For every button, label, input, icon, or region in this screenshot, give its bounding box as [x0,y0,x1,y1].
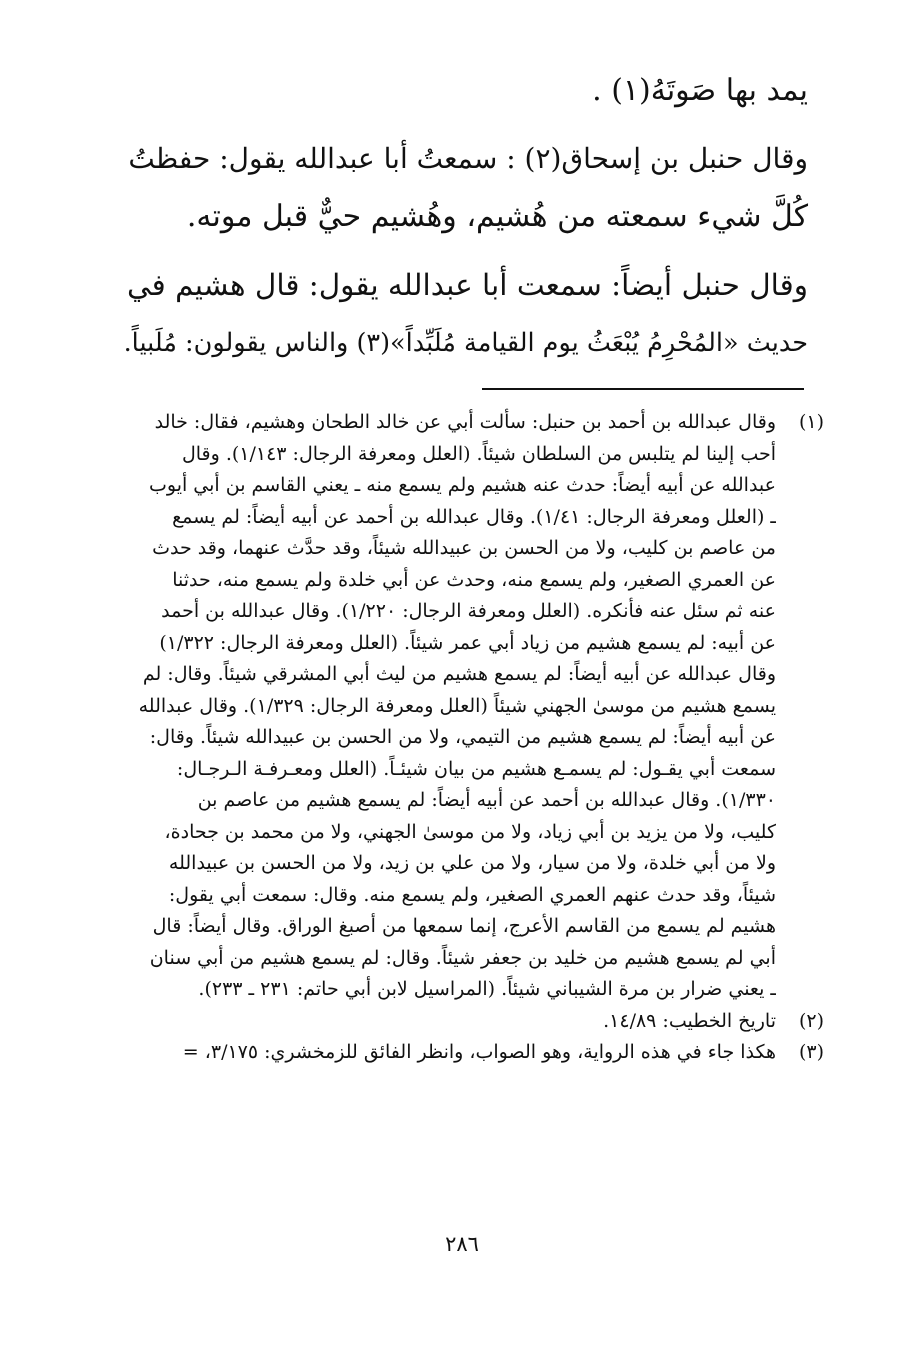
footnote-line: ـ يعني ضرار بن مرة الشيباني شيئاً. (المراسيل لابن أبي حاتم: ٢٣١ ـ ٢٣٣). [198,978,776,1000]
footnote-number: (١) [798,411,824,433]
footnote-line: سمعت أبي يقـول: لم يسمـع هشيم من بيان شيئـاً. (العلل ومعـرفـة الـرجـال: [176,757,776,780]
footnote-line: عن أبيه: لم يسمع هشيم من زياد أبي عمر شيئاً. (العلل ومعرفة الرجال: ١/٣٢٢) [159,631,776,654]
footnote-2 [104,1006,824,1038]
footnote-line: عبدالله عن أبيه أيضاً: حدث عنه هشيم ولم يسمع منه ـ يعني القاسم بن أبي أيوب [149,474,776,496]
footnote-body [116,407,776,1006]
footnote-line: عنه ثم سئل عنه فأنكره. (العلل ومعرفة الرجال: ١/٢٢٠). وقال عبدالله بن أحمد [161,600,776,622]
main-text-line: وقال حنبل أيضاً: سمعت أبا عبدالله يقول: قال هشيم في [127,268,808,302]
page-number: ٢٨٦ [445,1232,479,1256]
footnote-line: وقال عبدالله بن أحمد بن حنبل: سألت أبي عن خالد الطحان وهشيم، فقال: خالد [154,411,776,433]
main-text-line: حديث «المُحْرِمُ يُبْعَثُ يوم القيامة مُلَبِّداً»(٣) والناس يقولون: مُلَبياً. [123,328,808,358]
paragraph-gap [118,246,808,256]
footnote-line: من عاصم بن كليب، ولا من الحسن بن عبيدالله شيئاً، وقد حدَّث عنهما، وقد حدث [152,537,776,559]
footnote-line: هشيم لم يسمع من القاسم الأعرج، إنما سمعها من أصبغ الوراق. وقال أيضاً: قال [152,915,776,937]
main-text-line: يمد بها صَوتَهُ(١) . [592,73,808,108]
footnote-number: (٢) [798,1009,824,1032]
footnote-number: (٣) [798,1041,824,1063]
footnote-1 [104,407,824,1006]
footnote-line: هكذا جاء في هذه الرواية، وهو الصواب، وانظر الفائق للزمخشري: ٣/١٧٥، = [182,1041,776,1063]
footnote-line: شيئاً، وقد حدث عنهم العمري الصغير، ولم يسمع منه. وقال: سمعت أبي يقول: [168,883,776,906]
footnote-body [116,1006,776,1038]
footnote-line: أبي لم يسمع هشيم من خليد بن جعفر شيئاً. وقال: لم يسمع هشيم من أبي سنان [149,946,776,969]
footnotes [104,407,824,1069]
footnote-line: يسمع هشيم من موسىٰ الجهني شيئاً (العلل ومعرفة الرجال: ١/٣٢٩). وقال عبدالله [138,694,776,717]
main-text-line: وقال حنبل بن إسحاق(٢) : سمعتُ أبا عبدالله يقول: حفظتُ [128,142,808,175]
footnote-line: وقال عبدالله عن أبيه أيضاً: لم يسمع هشيم من ليث أبي المشرقي شيئاً. وقال: لم [142,663,776,685]
footnote-separator [482,388,804,390]
footnote-line: تاريخ الخطيب: ١٤/٨٩. [603,1009,776,1032]
footnote-line: ولا من أبي خلدة، ولا من سيار، ولا من علي بن زيد، ولا من الحسن بن عبيدالله [168,852,776,874]
footnote-line: عن أبيه أيضاً: لم يسمع هشيم من التيمي، ولا من الحسن بن عبيدالله شيئاً. وقال: [149,726,776,748]
footnote-line: أحب إلينا لم يتلبس من السلطان شيئاً. (العلل ومعرفة الرجال: ١/١٤٣). وقال [181,442,776,465]
footnote-line: ١/٣٣٠). وقال عبدالله بن أحمد عن أبيه أيضاً: لم يسمع هشيم من عاصم بن [197,789,776,811]
main-text-line: كُلَّ شيء سمعته من هُشيم، وهُشيم حيٌّ قبل موته. [186,199,808,234]
footnote-line: ـ (العلل ومعرفة الرجال: ١/٤١). وقال عبدالله بن أحمد عن أبيه أيضاً: لم يسمع [172,505,776,528]
footnote-body [116,1037,776,1069]
footnote-line: عن العمري الصغير، ولم يسمع منه، وحدث عن أبي خلدة ولم يسمع منه، حدثنا [172,568,776,591]
footnote-3 [104,1037,824,1069]
paragraph-gap [118,120,808,130]
footnote-line: كليب، ولا من يزيد بن أبي زياد، ولا من موسىٰ الجهني، ولا من محمد بن جحادة، [164,820,776,843]
main-text [118,62,808,372]
